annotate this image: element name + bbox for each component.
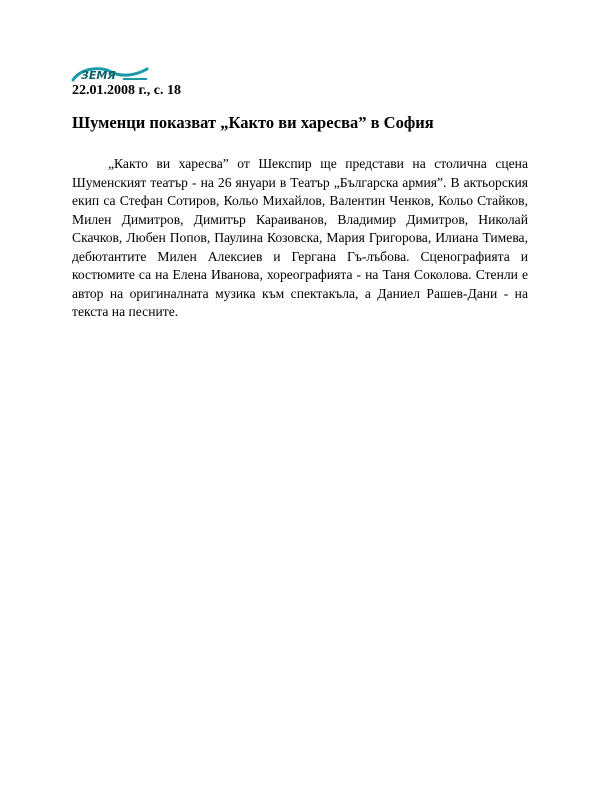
dateline: 22.01.2008 г., с. 18 bbox=[72, 83, 181, 98]
logo-text: ЗЕМЯ bbox=[81, 69, 116, 82]
article-body: „Както ви харесва” от Шекспир ще представи на столична сцена Шуменският театър - на 26 януари в Театър „Българска армия”. В актьорския екип са Стефан Сотиров, Кольо Михайлов, Валентин Ченков, Кольо Стайков, Милен Димитров, Димитър Караиванов, Владимир Димитров, Николай Скачков, Любен Попов, Паулина Козовска, Мария Григорова, Илиана Тимева, дебютантите Милен Алексиев и Гергана Гъ-лъбова. Сценографията и костюмите са на Елена Иванова, хореографията - на Таня Соколова. Стенли е автор на оригиналната музика към спектакъла, а Даниел Рашев-Дани - на текста на песните. bbox=[72, 156, 528, 319]
article-headline: Шуменци показват „Както ви харесва” в София bbox=[72, 113, 434, 132]
newspaper-logo bbox=[71, 66, 149, 83]
